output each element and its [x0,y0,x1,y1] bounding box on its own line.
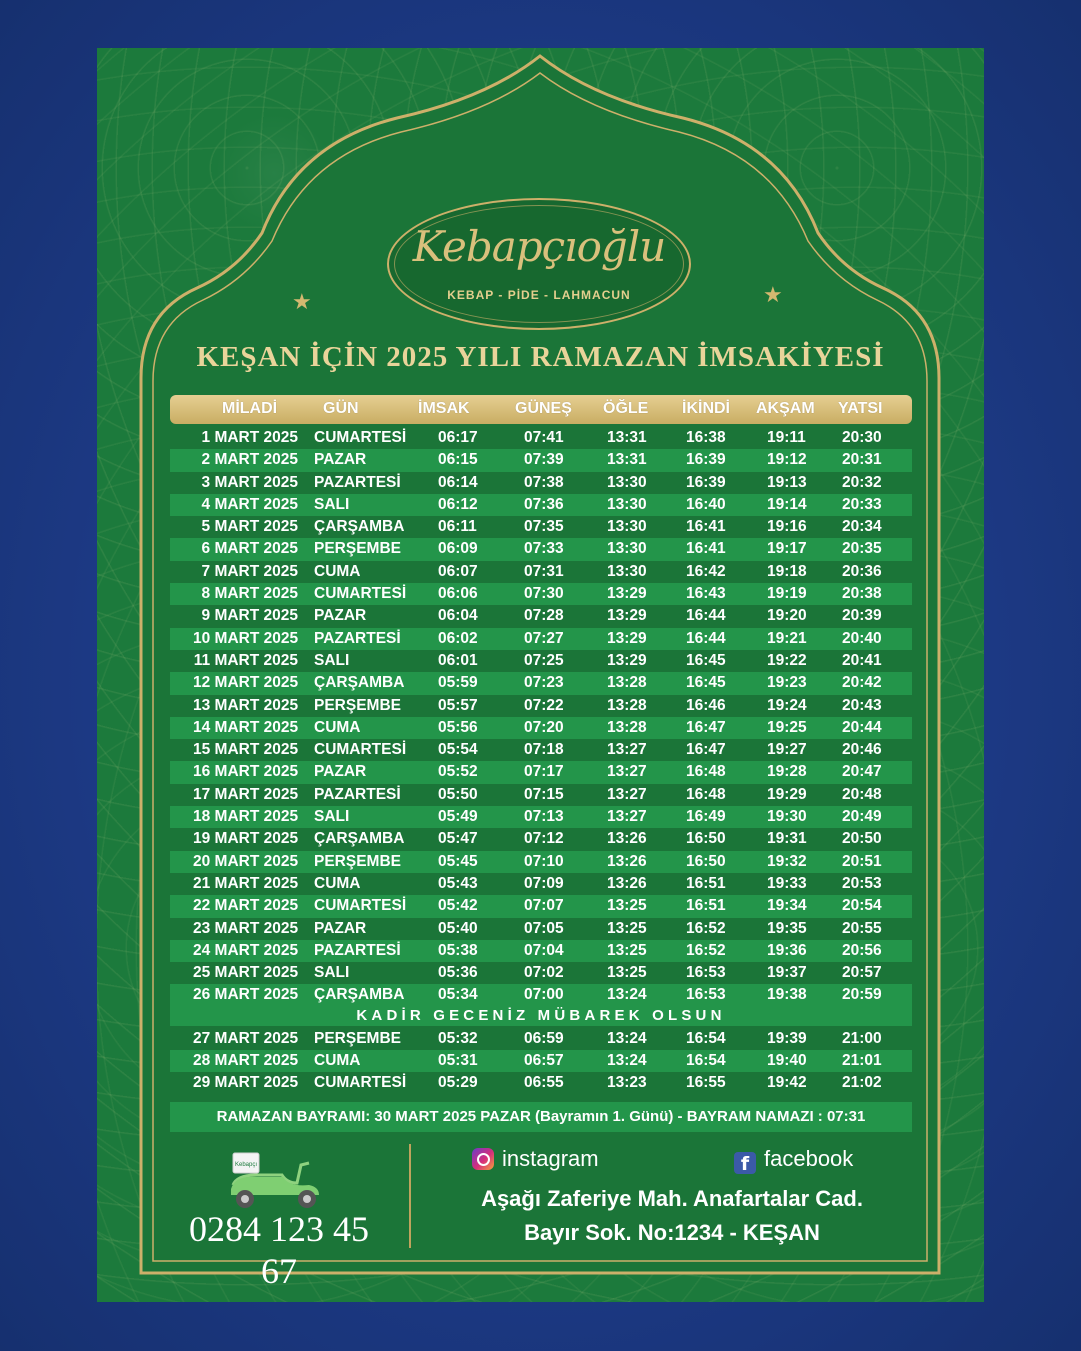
table-cell: 14 MART 2025 [193,718,299,736]
table-cell: 20:49 [842,808,882,826]
table-cell: 20:32 [842,473,882,491]
table-cell: 13:30 [607,473,647,491]
table-cell: 07:05 [524,919,564,937]
table-cell: 06:14 [438,473,478,491]
table-cell: 19:40 [767,1052,807,1070]
table-cell: 19:17 [767,540,807,558]
table-cell: 20 MART 2025 [193,852,299,870]
table-cell: 07:17 [524,763,564,781]
table-cell: 13:25 [607,897,647,915]
table-cell: 3 MART 2025 [201,473,298,491]
table-cell: 19:27 [767,741,807,759]
table-row [170,472,912,494]
table-cell: 13:29 [607,629,647,647]
table-cell: 16:55 [686,1074,726,1092]
table-row [170,895,912,917]
table-cell: 1 MART 2025 [201,429,298,446]
table-cell: 07:15 [524,785,564,803]
imsakiye-table [170,427,912,1095]
table-cell: 19:14 [767,495,807,513]
table-cell: CUMA [314,718,361,736]
table-cell: 06:15 [438,451,478,469]
table-cell: 19:25 [767,718,807,736]
table-header [170,395,912,424]
table-cell: 07:18 [524,741,564,759]
table-cell: 16:40 [686,495,726,513]
table-cell: 13:25 [607,941,647,959]
table-cell: 24 MART 2025 [193,941,299,959]
table-cell: 07:23 [524,674,564,692]
table-cell: 16:50 [686,852,726,870]
table-cell: 13:30 [607,518,647,536]
table-cell: 13:24 [607,986,647,1004]
table-cell: SALI [314,651,350,669]
brand-tagline: KEBAP - PİDE - LAHMACUN [447,288,631,302]
table-cell: 16:47 [686,741,726,759]
header-imsak: İMSAK [418,400,470,417]
table-cell: 07:28 [524,607,564,625]
table-cell: 19:29 [767,785,807,803]
table-cell: 07:30 [524,585,564,603]
table-cell: 13:28 [607,718,647,736]
table-cell: 19:13 [767,473,807,491]
table-cell: 6 MART 2025 [201,540,298,558]
table-cell: 16:41 [686,540,726,558]
table-cell: 06:57 [524,1052,564,1070]
facebook-label: facebook [764,1146,854,1171]
table-cell: 21:00 [842,1029,882,1047]
table-cell: 05:34 [438,986,478,1004]
table-cell: 16:45 [686,674,726,692]
table-cell: 20:41 [842,651,882,669]
table-cell: 06:11 [438,518,477,536]
table-cell: 29 MART 2025 [193,1074,299,1092]
table-cell: 16:53 [686,964,726,982]
table-row [170,695,912,717]
table-cell: SALI [314,808,350,826]
table-cell: CUMA [314,1052,361,1070]
table-cell: 06:59 [524,1029,564,1047]
address-line-2: Bayır Sok. No:1234 - KEŞAN [524,1220,820,1245]
table-cell: PAZAR [314,763,367,781]
table-cell: 07:31 [524,562,564,580]
table-cell: 10 MART 2025 [193,629,299,647]
table-cell: PAZAR [314,919,367,937]
table-row [170,739,912,761]
table-cell: 20:57 [842,964,882,982]
table-cell: 21:02 [842,1074,882,1092]
table-cell: 22 MART 2025 [193,897,299,915]
table-cell: 16:54 [686,1029,726,1047]
facebook-link[interactable] [734,1146,853,1174]
table-cell: 07:35 [524,518,564,536]
table-cell: 16:52 [686,919,726,937]
header-ikindi: İKİNDİ [682,400,730,417]
table-cell: 19:16 [767,518,807,536]
table-cell: 19:35 [767,919,807,937]
table-cell: 19:28 [767,763,807,781]
table-row [170,427,912,449]
table-cell: CUMA [314,874,361,892]
table-cell: 05:40 [438,919,478,937]
table-cell: 20:39 [842,607,882,625]
table-cell: 20:33 [842,495,882,513]
table-cell: 13:30 [607,495,647,513]
table-row [170,494,912,516]
table-row [170,561,912,583]
table-cell: 18 MART 2025 [193,808,299,826]
table-cell: 05:45 [438,852,478,870]
table-cell: 20:38 [842,585,882,603]
table-row [170,806,912,828]
table-cell: PERŞEMBE [314,852,401,870]
table-cell: 13:30 [607,540,647,558]
table-cell: 20:50 [842,830,882,848]
table-cell: 06:02 [438,629,478,647]
table-row [170,962,912,984]
table-cell: 2 MART 2025 [201,451,298,469]
table-cell: 06:06 [438,585,478,603]
table-cell: PAZAR [314,451,367,469]
table-cell: 16:43 [686,585,726,603]
table-cell: 13:31 [607,429,647,446]
table-cell: PERŞEMBE [314,1029,401,1047]
page-title: KEŞAN İÇİN 2025 YILI RAMAZAN İMSAKİYESİ [196,341,885,373]
table-row [170,717,912,739]
table-cell: 16:44 [686,607,726,625]
table-row [170,761,912,783]
table-row [170,1050,912,1072]
star-icon: ★ [292,289,312,314]
table-cell: CUMARTESİ [314,585,407,603]
table-cell: 19:12 [767,451,807,469]
phone-number: 0284 123 45 67 [189,1209,369,1291]
table-cell: 07:00 [524,986,564,1004]
header-gun: GÜN [323,400,359,417]
table-cell: 13:23 [607,1074,647,1092]
header-ogle: ÖĞLE [603,400,649,417]
table-cell: 07:38 [524,473,564,491]
header-yatsi: YATSI [838,400,883,417]
table-cell: 07:36 [524,495,564,513]
table-cell: 20:40 [842,629,882,647]
table-cell: ÇARŞAMBA [314,986,405,1004]
table-cell: 05:47 [438,830,478,848]
table-cell: 16:53 [686,986,726,1004]
table-cell: 13:26 [607,852,647,870]
table-cell: PERŞEMBE [314,696,401,714]
table-cell: 8 MART 2025 [201,585,298,603]
table-cell: 13:26 [607,830,647,848]
table-cell: 20:56 [842,941,882,959]
table-cell: ÇARŞAMBA [314,830,405,848]
table-cell: 13:27 [607,785,647,803]
table-row [170,1028,912,1050]
bayram-note: RAMAZAN BAYRAMI: 30 MART 2025 PAZAR (Bayramın 1. Günü) - BAYRAM NAMAZI : 07:31 [170,1102,912,1132]
table-cell: 7 MART 2025 [201,562,298,580]
instagram-label: instagram [502,1146,599,1171]
table-cell: ÇARŞAMBA [314,518,405,536]
table-cell: 23 MART 2025 [193,919,299,937]
table-cell: 19:32 [767,852,807,870]
table-cell: CUMARTESİ [314,429,407,446]
table-cell: 19:33 [767,874,807,892]
table-cell: 06:09 [438,540,478,558]
table-cell: 16:46 [686,696,726,714]
table-cell: 07:12 [524,830,564,848]
header-gunes: GÜNEŞ [515,400,572,417]
table-cell: 16:41 [686,518,726,536]
table-row [170,605,912,627]
table-cell: 13:27 [607,808,647,826]
table-cell: 17 MART 2025 [193,785,299,803]
table-row [170,516,912,538]
table-cell: 06:12 [438,495,478,513]
table-cell: 20:30 [842,429,882,446]
table-row [170,918,912,940]
table-cell: 16:44 [686,629,726,647]
table-cell: 21:01 [842,1052,882,1070]
table-cell: 26 MART 2025 [193,986,299,1004]
table-cell: 20:42 [842,674,882,692]
instagram-link[interactable] [472,1146,599,1172]
table-cell: 19:11 [767,429,806,446]
table-cell: 16:51 [686,897,726,915]
table-cell: 05:42 [438,897,478,915]
footer-divider [409,1144,411,1248]
table-cell: 5 MART 2025 [201,518,298,536]
table-cell: CUMARTESİ [314,1074,407,1092]
table-cell: 13:24 [607,1052,647,1070]
table-cell: 05:38 [438,941,478,959]
table-cell: CUMA [314,562,361,580]
table-cell: 19:34 [767,897,807,915]
table-cell: 07:10 [524,852,564,870]
table-row [170,538,912,560]
table-cell: 19:20 [767,607,807,625]
table-cell: ÇARŞAMBA [314,674,405,692]
table-cell: 16:42 [686,562,726,580]
table-cell: 19:39 [767,1029,807,1047]
table-cell: 07:25 [524,651,564,669]
table-cell: 05:57 [438,696,478,714]
table-cell: 05:32 [438,1029,478,1047]
table-cell: 06:55 [524,1074,564,1092]
table-cell: 13:28 [607,674,647,692]
table-cell: 19:24 [767,696,807,714]
table-row [170,984,912,1006]
table-cell: 05:36 [438,964,478,982]
table-cell: 07:13 [524,808,564,826]
table-cell: 16:51 [686,874,726,892]
table-cell: 06:01 [438,651,478,669]
table-cell: 07:39 [524,451,564,469]
table-cell: 13:27 [607,741,647,759]
table-cell: 05:54 [438,741,478,759]
table-cell: 05:43 [438,874,478,892]
table-cell: 05:29 [438,1074,478,1092]
table-cell: 13:24 [607,1029,647,1047]
table-cell: 20:36 [842,562,882,580]
table-cell: 07:04 [524,941,564,959]
table-cell: 20:43 [842,696,882,714]
table-cell: 16:39 [686,451,726,469]
table-cell: 4 MART 2025 [201,495,298,513]
table-row [170,784,912,806]
table-cell: 16 MART 2025 [193,763,299,781]
table-row [170,449,912,471]
table-cell: 9 MART 2025 [201,607,298,625]
header-miladi: MİLADİ [222,400,278,417]
table-cell: 13:28 [607,696,647,714]
table-cell: 19:38 [767,986,807,1004]
table-cell: 16:45 [686,651,726,669]
table-cell: 19:37 [767,964,807,982]
table-cell: SALI [314,495,350,513]
table-cell: 19:22 [767,651,807,669]
table-cell: PAZARTESİ [314,629,401,647]
table-cell: 20:55 [842,919,882,937]
table-cell: 07:41 [524,429,564,446]
table-cell: PAZAR [314,607,367,625]
table-cell: 13 MART 2025 [193,696,299,714]
table-cell: 16:50 [686,830,726,848]
table-cell: 16:54 [686,1052,726,1070]
table-cell: 20:59 [842,986,882,1004]
table-row [170,940,912,962]
table-cell: 16:48 [686,785,726,803]
table-cell: PAZARTESİ [314,785,401,803]
table-cell: PAZARTESİ [314,941,401,959]
table-row [170,1072,912,1094]
delivery-scooter-icon [227,1149,327,1211]
table-cell: 07:22 [524,696,564,714]
table-cell: 21 MART 2025 [193,874,299,892]
star-icon: ★ [763,282,783,307]
table-cell: 16:48 [686,763,726,781]
brand-logo [387,198,691,330]
table-cell: PAZARTESİ [314,473,401,491]
table-cell: 27 MART 2025 [193,1029,299,1047]
table-cell: 11 MART 2025 [193,651,298,669]
table-cell: 12 MART 2025 [193,674,299,692]
table-cell: CUMARTESİ [314,897,407,915]
table-cell: 13:30 [607,562,647,580]
instagram-icon [472,1148,494,1170]
table-cell: 07:33 [524,540,564,558]
table-cell: SALI [314,964,350,982]
table-cell: 19:21 [767,629,807,647]
table-cell: 13:29 [607,651,647,669]
address-line-1: Aşağı Zaferiye Mah. Anafartalar Cad. [481,1186,863,1211]
table-cell: 16:52 [686,941,726,959]
table-cell: 20:31 [842,451,882,469]
table-cell: 19:23 [767,674,807,692]
table-cell: 07:09 [524,874,564,892]
table-cell: 13:29 [607,607,647,625]
poster [97,48,984,1302]
table-cell: 05:56 [438,718,478,736]
header-aksam: AKŞAM [756,400,815,417]
table-cell: 07:07 [524,897,564,915]
table-cell: 20:53 [842,874,882,892]
table-cell: 06:07 [438,562,478,580]
table-row [170,828,912,850]
table-cell: 20:54 [842,897,882,915]
table-cell: 05:49 [438,808,478,826]
table-row [170,873,912,895]
table-cell: 05:52 [438,763,478,781]
table-cell: 19:30 [767,808,807,826]
kadir-note: KADİR GECENİZ MÜBAREK OLSUN [170,1005,912,1026]
table-cell: 20:51 [842,852,882,870]
table-cell: 13:26 [607,874,647,892]
table-cell: 19:19 [767,585,807,603]
table-cell: 20:35 [842,540,882,558]
table-cell: CUMARTESİ [314,741,407,759]
table-cell: 20:48 [842,785,882,803]
table-cell: 28 MART 2025 [193,1052,299,1070]
table-cell: 19 MART 2025 [193,830,299,848]
table-row [170,851,912,873]
table-cell: 16:47 [686,718,726,736]
table-row [170,628,912,650]
brand-name: Kebapçıoğlu [412,222,666,271]
facebook-icon: f [734,1152,756,1174]
table-cell: 20:47 [842,763,882,781]
table-cell: 06:17 [438,429,478,446]
table-cell: 13:27 [607,763,647,781]
table-cell: 19:18 [767,562,807,580]
table-row [170,672,912,694]
table-cell: 07:02 [524,964,564,982]
table-cell: 05:50 [438,785,478,803]
table-cell: 19:31 [767,830,807,848]
table-cell: 06:04 [438,607,478,625]
table-cell: 05:31 [438,1052,478,1070]
table-row [170,650,912,672]
table-cell: 05:59 [438,674,478,692]
table-row [170,583,912,605]
table-cell: 13:29 [607,585,647,603]
table-cell: 15 MART 2025 [193,741,299,759]
table-cell: 07:27 [524,629,564,647]
table-cell: 19:36 [767,941,807,959]
table-cell: 13:31 [607,451,647,469]
table-cell: 16:49 [686,808,726,826]
table-cell: 16:38 [686,429,726,446]
table-cell: 20:34 [842,518,882,536]
table-cell: 20:44 [842,718,882,736]
table-cell: 16:39 [686,473,726,491]
table-cell: 20:46 [842,741,882,759]
table-cell: 07:20 [524,718,564,736]
table-cell: 13:25 [607,964,647,982]
table-cell: PERŞEMBE [314,540,401,558]
table-cell: 19:42 [767,1074,807,1092]
table-cell: 13:25 [607,919,647,937]
scooter-box-label: Kebapçı [234,1162,258,1168]
table-cell: 25 MART 2025 [193,964,299,982]
